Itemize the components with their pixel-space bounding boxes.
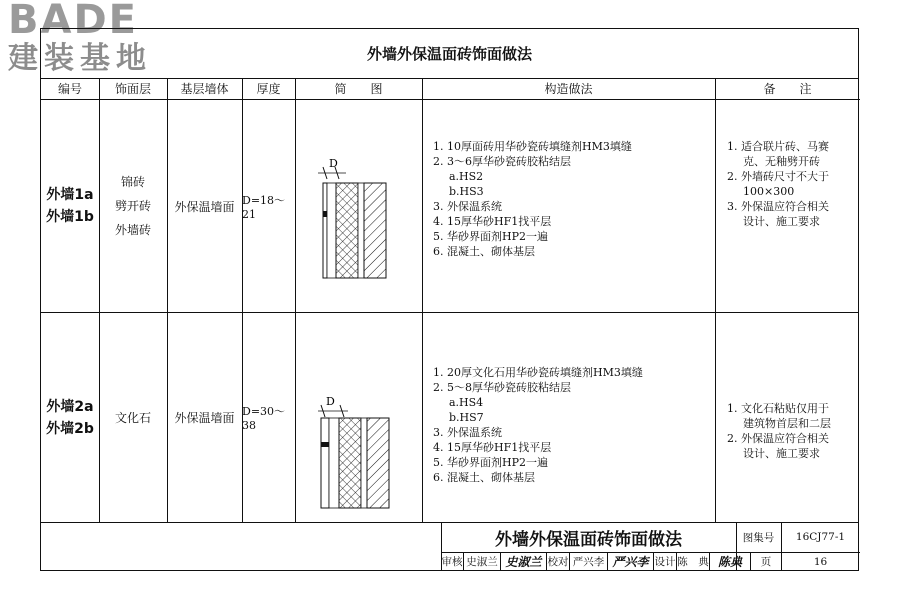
method-item: 4. 15厚华砂HF1找平层 bbox=[433, 215, 552, 228]
row1-leveling-layer bbox=[358, 183, 364, 278]
row1-notes bbox=[727, 139, 857, 229]
header-sketch: 简 图 bbox=[295, 78, 422, 100]
note-line: 设计、施工要求 bbox=[743, 447, 820, 460]
row1-facing bbox=[99, 100, 167, 312]
row1-base: 外保温墙面 bbox=[174, 199, 235, 214]
row1-dim-label: D bbox=[329, 157, 338, 170]
method-item: 3. 外保温系统 bbox=[433, 426, 502, 439]
row1-code bbox=[41, 100, 99, 312]
checker-signature: 严兴李 bbox=[608, 553, 654, 570]
row1-base-wall bbox=[364, 183, 386, 278]
row2-code-line: 外墙2b bbox=[46, 420, 94, 437]
row2-code bbox=[41, 313, 99, 522]
note-line: 100×300 bbox=[743, 185, 795, 198]
method-item: 1. 10厚面砖用华砂瓷砖填缝剂HM3填缝 bbox=[433, 140, 632, 153]
row2-stone-layer bbox=[321, 418, 329, 508]
row1-facing-line: 外墙砖 bbox=[114, 223, 151, 237]
note-line: 克、无釉劈开砖 bbox=[743, 155, 820, 168]
row2-thickness: D=30～38 bbox=[242, 405, 286, 432]
method-subitem: b.HS3 bbox=[449, 185, 484, 198]
method-item: 1. 20厚文化石用华砂瓷砖填缝剂HM3填缝 bbox=[433, 366, 643, 379]
check-label: 校对 bbox=[547, 553, 570, 570]
reviewer-signature: 史淑兰 bbox=[501, 553, 547, 570]
note-line: 1. 适合联片砖、马赛 bbox=[727, 140, 829, 153]
row1-facing-line: 锦砖 bbox=[120, 175, 145, 189]
designer-signature: 陈典 bbox=[710, 553, 751, 570]
review-label: 审核 bbox=[441, 553, 464, 570]
row1-insulation-layer bbox=[336, 183, 358, 278]
method-item: 3. 外保温系统 bbox=[433, 200, 502, 213]
header-thickness: 厚度 bbox=[242, 78, 295, 100]
header-notes: 备 注 bbox=[715, 78, 860, 100]
row2-base: 外保温墙面 bbox=[174, 411, 235, 425]
titleblock-title: 外墙外保温面砖饰面做法 bbox=[495, 529, 682, 550]
row1-section-sketch bbox=[296, 101, 421, 311]
atlas-label: 图集号 bbox=[742, 531, 775, 544]
row2-insulation-layer bbox=[339, 418, 361, 508]
note-line: 设计、施工要求 bbox=[743, 215, 820, 228]
header-method: 构造做法 bbox=[422, 78, 715, 100]
header-facing: 饰面层 bbox=[99, 78, 167, 100]
checker-name: 严兴李 bbox=[570, 553, 608, 570]
header-base: 基层墙体 bbox=[167, 78, 242, 100]
row1-tile-layer bbox=[323, 183, 327, 278]
page-label: 页 bbox=[760, 556, 772, 568]
row2-dim-label: D bbox=[326, 395, 335, 408]
method-subitem: b.HS7 bbox=[449, 411, 484, 424]
method-item: 5. 华砂界面剂HP2一遍 bbox=[433, 230, 548, 243]
note-line: 2. 外保温应符合相关 bbox=[727, 432, 829, 445]
row2-leveling-layer bbox=[361, 418, 367, 508]
sheet-title: 外墙外保温面砖饰面做法 bbox=[41, 29, 858, 79]
reviewer-name: 史淑兰 bbox=[464, 553, 501, 570]
row1-thickness: D=18～21 bbox=[242, 193, 286, 221]
row2-section-sketch bbox=[296, 314, 421, 521]
method-item: 5. 华砂界面剂HP2一遍 bbox=[433, 456, 548, 469]
row2-facing: 文化石 bbox=[114, 411, 151, 425]
method-item: 2. 3～6厚华砂瓷砖胶粘结层 bbox=[433, 155, 571, 168]
col-divider bbox=[422, 78, 423, 522]
note-line: 2. 外墙砖尺寸不大于 bbox=[727, 170, 829, 183]
row2-base-wall bbox=[367, 418, 389, 508]
row1-code-line: 外墙1b bbox=[46, 209, 94, 225]
row1-tile-joint bbox=[323, 211, 327, 217]
note-line: 建筑物首层和二层 bbox=[743, 417, 831, 430]
drawing-frame bbox=[40, 28, 859, 571]
logo-text-en: BADE bbox=[8, 0, 138, 43]
row1-method-list bbox=[433, 139, 713, 259]
row2-adhesive-layer bbox=[329, 418, 339, 508]
note-line: 3. 外保温应符合相关 bbox=[727, 200, 829, 213]
method-item: 4. 15厚华砂HF1找平层 bbox=[433, 441, 552, 454]
method-subitem: a.HS2 bbox=[449, 170, 484, 183]
row2-notes bbox=[727, 401, 857, 461]
method-subitem: a.HS4 bbox=[449, 396, 484, 409]
method-item: 2. 5～8厚华砂瓷砖胶粘结层 bbox=[433, 381, 571, 394]
method-item: 6. 混凝土、砌体基层 bbox=[433, 245, 535, 258]
row1-facing-line: 劈开砖 bbox=[114, 199, 151, 213]
row2-code-line: 外墙2a bbox=[46, 398, 94, 415]
method-item: 6. 混凝土、砌体基层 bbox=[433, 471, 535, 484]
design-label: 设计 bbox=[654, 553, 677, 570]
col-divider bbox=[715, 78, 716, 522]
row1-adhesive-layer bbox=[327, 183, 336, 278]
row2-stone-joint bbox=[321, 442, 329, 447]
note-line: 1. 文化石粘贴仅用于 bbox=[727, 402, 829, 415]
logo-text-cn: 建装基地 bbox=[8, 41, 152, 76]
page-number: 16 bbox=[813, 555, 828, 568]
header-code: 编号 bbox=[41, 78, 99, 100]
designer-name: 陈 典 bbox=[677, 553, 710, 570]
row1-code-line: 外墙1a bbox=[46, 187, 94, 203]
atlas-number: 16CJ77-1 bbox=[795, 531, 846, 543]
row2-method-list bbox=[433, 365, 713, 485]
